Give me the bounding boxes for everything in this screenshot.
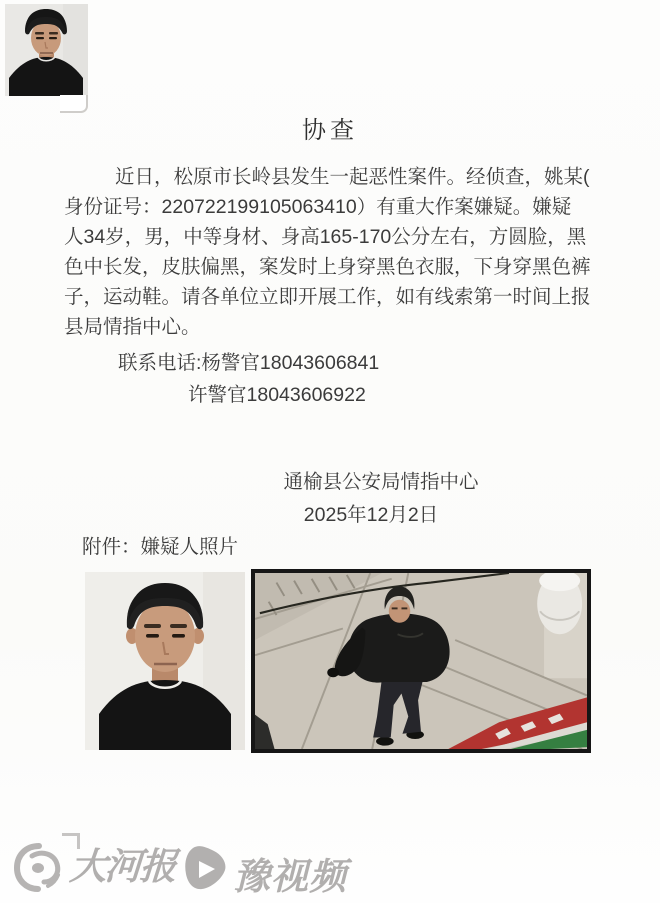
- attachment-label: 附件：嫌疑人照片: [82, 536, 239, 558]
- brand-yu-video: 豫视频: [233, 856, 347, 897]
- brand-dahe-daily: 大河报: [68, 844, 177, 888]
- media-watermark: [0, 828, 660, 898]
- suspect-surveillance-photo: [251, 569, 591, 753]
- issuing-agency: 通榆县公安局情指中心: [283, 471, 479, 493]
- body-line: 子，运动鞋。请各单位立即开展工作，如有线索第一时间上报: [64, 286, 591, 308]
- body-line: 县局情指中心。: [64, 316, 201, 338]
- suspect-portrait-photo: [85, 572, 245, 750]
- body-line: 近日，松原市长岭县发生一起恶性案件。经侦查，姚某(: [115, 166, 590, 188]
- person-icon: [5, 4, 88, 96]
- play-icon: [184, 844, 226, 892]
- dahe-daily-logo-icon: [12, 842, 66, 894]
- notice-date: 2025年12月2日: [303, 504, 439, 526]
- notice-title: 协查: [302, 117, 358, 144]
- cctv-scene: [255, 573, 587, 749]
- person-icon: [85, 572, 245, 750]
- contact-phone-line-1: 联系电话:杨警官18043606841: [118, 352, 380, 374]
- suspect-id-photo: [5, 4, 88, 96]
- body-line: 身份证号：220722199105063410）有重大作案嫌疑。嫌疑: [64, 196, 572, 218]
- notice-body: [64, 162, 598, 342]
- body-line: 人34岁，男，中等身材、身高165-170公分左右，方圆脸，黑: [64, 226, 587, 248]
- contact-phone-line-2: 许警官18043606922: [188, 384, 366, 406]
- body-line: 色中长发，皮肤偏黑，案发时上身穿黑色衣服，下身穿黑色裤: [64, 256, 591, 278]
